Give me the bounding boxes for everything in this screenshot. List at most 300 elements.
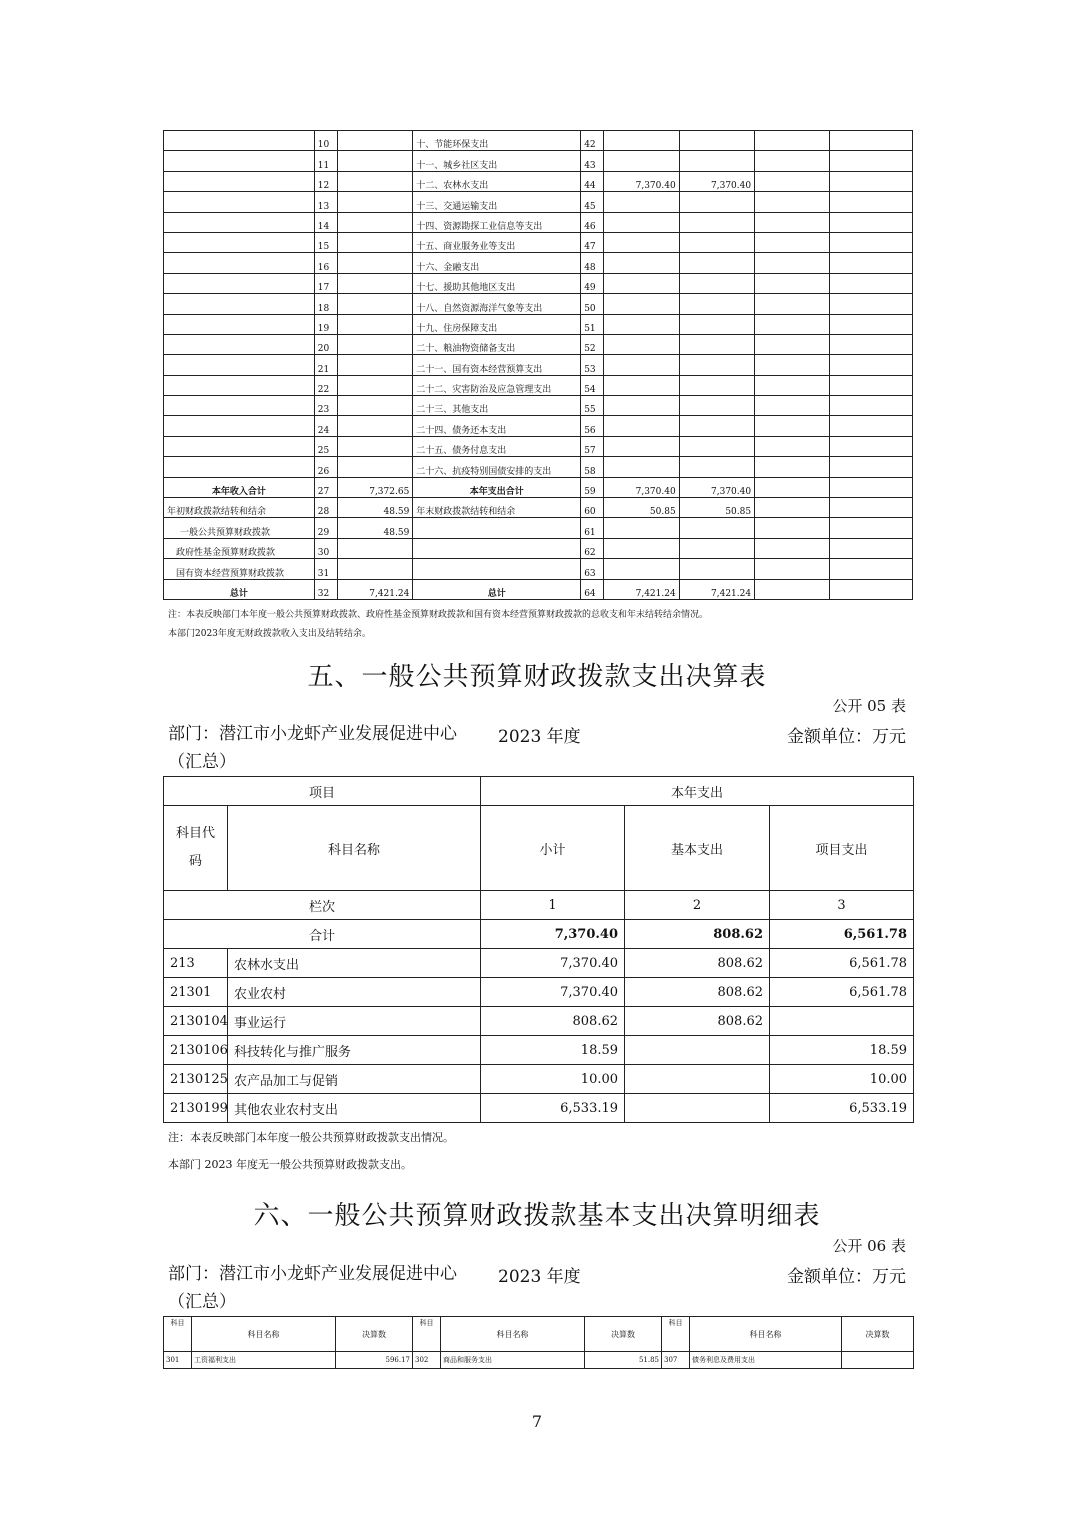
table-row [164,1036,914,1065]
table-cell [830,416,913,436]
table-cell: 7,421.24 [679,579,754,599]
table-cell [755,457,830,477]
table-cell [679,232,754,252]
table4-note-2: 本部门2023年度无财政拨款收入支出及结转结余。 [168,629,371,639]
table-cell: 23 [314,396,337,416]
table-cell [337,396,412,416]
table-cell [679,131,754,151]
table-cell [164,355,315,375]
table-cell: 58 [581,457,604,477]
table-cell: 7,421.24 [337,579,412,599]
table-cell: 农林水支出 [228,949,481,978]
section6-year: 2023 年度 [498,1267,581,1287]
table-cell: 2130199 [164,1094,228,1123]
table-cell [337,294,412,314]
section6-department: 部门：潜江市小龙虾产业发展促进中心（汇总） [168,1264,457,1312]
table-cell: 21301 [164,978,228,1007]
general-budget-expenditure-table [163,776,914,1123]
table-cell: 43 [581,151,604,171]
section5-unit: 金额单位：万元 [787,727,906,747]
table-cell: 42 [581,131,604,151]
table-row [164,253,913,273]
table-cell: 一般公共预算财政拨款 [164,518,315,538]
table-cell [337,416,412,436]
table-cell [337,253,412,273]
table-cell: 808.62 [481,1007,625,1036]
table-cell: 2130106 [164,1036,228,1065]
table-cell [164,151,315,171]
table-cell: 51 [581,314,604,334]
table-cell [679,253,754,273]
table-cell [337,457,412,477]
table-row [164,1094,914,1123]
table-cell [604,538,679,558]
table-cell: 二十四、债务还本支出 [413,416,581,436]
table-row [164,192,913,212]
table-cell [830,457,913,477]
page-number: 7 [531,1412,543,1431]
table-row [164,518,913,538]
table-cell [679,334,754,354]
table-cell: 国有资本经营预算财政拨款 [164,559,315,579]
header-project: 项目 [164,777,481,806]
table-row [164,314,913,334]
table-cell [413,538,581,558]
table-row [164,1065,914,1094]
header-code-1: 科目 [164,1317,192,1352]
table-cell [830,559,913,579]
table-cell [755,334,830,354]
table-cell: 32 [314,579,337,599]
table-body [164,131,913,600]
table-cell: 18.59 [481,1036,625,1065]
table-cell [413,559,581,579]
table-cell [164,314,315,334]
table-cell [604,253,679,273]
table-cell [755,559,830,579]
table-cell: 7,370.40 [481,978,625,1007]
table-cell [679,294,754,314]
table-cell [679,518,754,538]
table-cell [604,212,679,232]
header-basic-expenditure: 基本支出 [625,806,770,891]
table-cell: 7,421.24 [604,579,679,599]
table-cell [604,232,679,252]
table-cell [830,253,913,273]
table-cell [830,579,913,599]
table-cell [604,559,679,579]
table-cell: 213 [164,949,228,978]
table-cell [755,151,830,171]
table-cell: 24 [314,416,337,436]
table-cell [604,396,679,416]
table-cell [679,192,754,212]
table-cell [755,498,830,518]
table-row [164,436,913,456]
table-cell: 26 [314,457,337,477]
table-cell: 17 [314,273,337,293]
table-row [164,498,913,518]
table-cell: 7,370.40 [604,171,679,191]
table-cell: 48.59 [337,498,412,518]
table-cell: 6,561.78 [770,978,914,1007]
table-cell [755,314,830,334]
table-cell [830,436,913,456]
table-cell [755,171,830,191]
table-row [164,273,913,293]
table-cell: 十九、住房保障支出 [413,314,581,334]
table-row [164,151,913,171]
table-cell [337,171,412,191]
header-name-3: 科目名称 [690,1317,842,1352]
table-cell [604,314,679,334]
table-row [164,457,913,477]
table-row [164,1007,914,1036]
table-cell: 年初财政拨款结转和结余 [164,498,315,518]
table-cell: 本年收入合计 [164,477,315,497]
table-cell [755,294,830,314]
table-cell [830,232,913,252]
section6-unit: 金额单位：万元 [787,1267,906,1287]
table-cell [830,396,913,416]
table-cell [679,416,754,436]
section5-year: 2023 年度 [498,727,581,747]
table-cell [337,355,412,375]
table-cell [830,355,913,375]
table-cell [604,273,679,293]
table-cell [164,171,315,191]
table-cell [604,416,679,436]
header-code-2: 科目 [413,1317,441,1352]
total-project: 6,561.78 [770,920,914,949]
table-row [164,579,913,599]
table-cell: 50 [581,294,604,314]
table-cell: 22 [314,375,337,395]
table-cell: 二十六、抗疫特别国债安排的支出 [413,457,581,477]
header-project-expenditure: 项目支出 [770,806,914,891]
table-cell: 16 [314,253,337,273]
table-cell: 十一、城乡社区支出 [413,151,581,171]
table-cell [164,273,315,293]
table-cell: 2130125 [164,1065,228,1094]
table-cell [755,192,830,212]
page-cutoff [150,1372,930,1392]
table-cell [337,314,412,334]
table-cell [604,518,679,538]
table-cell [604,192,679,212]
table-row [164,334,913,354]
table-cell [337,131,412,151]
table-cell: 7,370.40 [679,171,754,191]
table-cell: 48.59 [337,518,412,538]
table-cell [755,253,830,273]
table-cell [604,334,679,354]
table-cell: 十、节能环保支出 [413,131,581,151]
table-cell: 31 [314,559,337,579]
table-cell [679,355,754,375]
table-cell: 47 [581,232,604,252]
table-row [164,131,913,151]
table-cell: 本年支出合计 [413,477,581,497]
table-cell [679,538,754,558]
table-cell: 二十一、国有资本经营预算支出 [413,355,581,375]
table5-note-2: 本部门 2023 年度无一般公共预算财政拨款支出。 [168,1158,412,1171]
table-cell: 63 [581,559,604,579]
table-cell [755,416,830,436]
table-cell [625,1094,770,1123]
table-body [164,949,914,1123]
table-cell [830,294,913,314]
table-cell [755,538,830,558]
total-basic: 808.62 [625,920,770,949]
table-cell [679,396,754,416]
table-cell [164,253,315,273]
table-cell: 20 [314,334,337,354]
header-subject-code: 科目代码 [164,806,228,891]
table-cell [625,1065,770,1094]
table-cell [755,579,830,599]
table-cell [164,375,315,395]
table-cell [337,232,412,252]
table-cell: 总计 [413,579,581,599]
table-cell [830,151,913,171]
table-cell: 十四、资源勘探工业信息等支出 [413,212,581,232]
table-cell [830,171,913,191]
total-subtotal: 7,370.40 [481,920,625,949]
table-cell: 十二、农林水支出 [413,171,581,191]
table-cell [830,273,913,293]
table-cell: 农产品加工与促销 [228,1065,481,1094]
table-cell [830,192,913,212]
row-name-1: 工资福利支出 [192,1352,336,1369]
table-cell: 62 [581,538,604,558]
table-cell: 46 [581,212,604,232]
header-column-index: 栏次 [164,891,481,920]
table-row [164,212,913,232]
table-cell [625,1036,770,1065]
table-cell: 50.85 [604,498,679,518]
section6-title: 六、一般公共预算财政拨款基本支出决算明细表 [253,1201,821,1231]
table-cell [164,416,315,436]
table-cell: 10.00 [481,1065,625,1094]
row-code-3: 307 [662,1352,690,1369]
table-row [164,294,913,314]
table-cell: 2130104 [164,1007,228,1036]
section6-form-number: 公开 06 表 [832,1237,906,1255]
table-cell: 政府性基金预算财政拨款 [164,538,315,558]
table-cell: 61 [581,518,604,538]
row-name-2: 商品和服务支出 [441,1352,585,1369]
header-name-1: 科目名称 [192,1317,336,1352]
row-amount-1: 596.17 [336,1352,413,1369]
row-code-1: 301 [164,1352,192,1369]
table-cell: 15 [314,232,337,252]
header-amount-2: 决算数 [585,1317,662,1352]
table-cell [679,436,754,456]
table-cell [337,334,412,354]
table-row [164,171,913,191]
table-cell: 29 [314,518,337,538]
table-cell [337,436,412,456]
table-cell [755,436,830,456]
table-cell: 农业农村 [228,978,481,1007]
table-cell: 808.62 [625,978,770,1007]
table-cell [337,559,412,579]
table-cell [164,436,315,456]
table-cell: 十五、商业服务业等支出 [413,232,581,252]
table-cell [830,212,913,232]
table-cell: 事业运行 [228,1007,481,1036]
table-row [164,375,913,395]
table-cell [830,314,913,334]
table-cell: 53 [581,355,604,375]
row-code-2: 302 [413,1352,441,1369]
table-cell [337,273,412,293]
table5-note: 注：本表反映部门本年度一般公共预算财政拨款支出情况。 [168,1131,454,1144]
table-cell: 49 [581,273,604,293]
table-cell: 二十二、灾害防治及应急管理支出 [413,375,581,395]
table-cell [337,192,412,212]
table-cell: 28 [314,498,337,518]
table-cell: 其他农业农村支出 [228,1094,481,1123]
table-cell [337,538,412,558]
table-cell [679,559,754,579]
table-cell [755,232,830,252]
table-cell: 56 [581,416,604,436]
table-cell [337,375,412,395]
table-row [164,559,913,579]
table-cell: 十七、援助其他地区支出 [413,273,581,293]
row-name-3: 债务利息及费用支出 [690,1352,842,1369]
table-cell [830,334,913,354]
table-cell [337,212,412,232]
table-cell [164,294,315,314]
table-cell [830,518,913,538]
table-cell: 科技转化与推广服务 [228,1036,481,1065]
table-row [164,232,913,252]
table-cell: 7,370.40 [481,949,625,978]
section5-form-number: 公开 05 表 [832,697,906,715]
table-cell: 6,561.78 [770,949,914,978]
table-cell [755,273,830,293]
table-row [164,416,913,436]
table-cell: 57 [581,436,604,456]
table-cell: 808.62 [625,1007,770,1036]
table-cell: 21 [314,355,337,375]
table-cell [164,232,315,252]
table4-note: 注：本表反映部门本年度一般公共预算财政拨款、政府性基金预算财政拨款和国有资本经营预算财政拨款的总收支和年末结转结余情况。 [168,610,709,620]
table-row [164,978,914,1007]
table-cell: 59 [581,477,604,497]
table-cell [755,131,830,151]
header-code-3: 科目 [662,1317,690,1352]
table-cell [413,518,581,538]
table-cell [164,457,315,477]
table-row [164,477,913,497]
table-cell [604,375,679,395]
table-cell: 二十、粮油物资储备支出 [413,334,581,354]
table-cell [604,294,679,314]
table-cell: 44 [581,171,604,191]
table-cell: 十三、交通运输支出 [413,192,581,212]
table-cell [830,477,913,497]
table-cell: 二十三、其他支出 [413,396,581,416]
header-amount-1: 决算数 [336,1317,413,1352]
table-cell [604,355,679,375]
table-cell: 18 [314,294,337,314]
total-label: 合计 [164,920,481,949]
table-cell: 总计 [164,579,315,599]
header-subject-name: 科目名称 [228,806,481,891]
column-index-3: 3 [770,891,914,920]
basic-expenditure-detail-table [163,1316,914,1369]
table-cell [604,457,679,477]
table-cell: 48 [581,253,604,273]
table-cell [755,212,830,232]
row-amount-2: 51.85 [585,1352,662,1369]
fiscal-income-expenditure-table [163,130,913,600]
table-cell [830,131,913,151]
table-cell [755,375,830,395]
table-cell [770,1007,914,1036]
table-row [164,538,913,558]
table-cell [164,334,315,354]
table-cell [604,151,679,171]
table-cell: 10 [314,131,337,151]
table-cell [679,314,754,334]
table-cell: 十八、自然资源海洋气象等支出 [413,294,581,314]
table-cell [604,436,679,456]
table-cell: 二十五、债务付息支出 [413,436,581,456]
table-cell [164,396,315,416]
table-cell: 14 [314,212,337,232]
section5-title: 五、一般公共预算财政拨款支出决算表 [307,662,767,692]
header-current-expenditure: 本年支出 [481,777,914,806]
table-cell [830,375,913,395]
table-cell: 10.00 [770,1065,914,1094]
table-cell [830,538,913,558]
table-cell [755,518,830,538]
table-cell [679,212,754,232]
table-cell [679,273,754,293]
table-cell: 52 [581,334,604,354]
table-cell: 13 [314,192,337,212]
table-cell: 64 [581,579,604,599]
header-name-2: 科目名称 [441,1317,585,1352]
table-cell: 25 [314,436,337,456]
table-cell [679,375,754,395]
table-row [164,396,913,416]
column-index-2: 2 [625,891,770,920]
row-amount-3 [842,1352,914,1369]
table-cell: 6,533.19 [770,1094,914,1123]
table-cell: 808.62 [625,949,770,978]
table-cell [164,192,315,212]
table-cell: 19 [314,314,337,334]
table-cell: 6,533.19 [481,1094,625,1123]
table-cell: 54 [581,375,604,395]
column-index-1: 1 [481,891,625,920]
table-cell [679,151,754,171]
table-cell [755,477,830,497]
table-cell: 十六、金融支出 [413,253,581,273]
table-cell: 55 [581,396,604,416]
header-amount-3: 决算数 [842,1317,914,1352]
table-cell: 60 [581,498,604,518]
table-cell [164,212,315,232]
table-cell: 27 [314,477,337,497]
table-cell [337,151,412,171]
